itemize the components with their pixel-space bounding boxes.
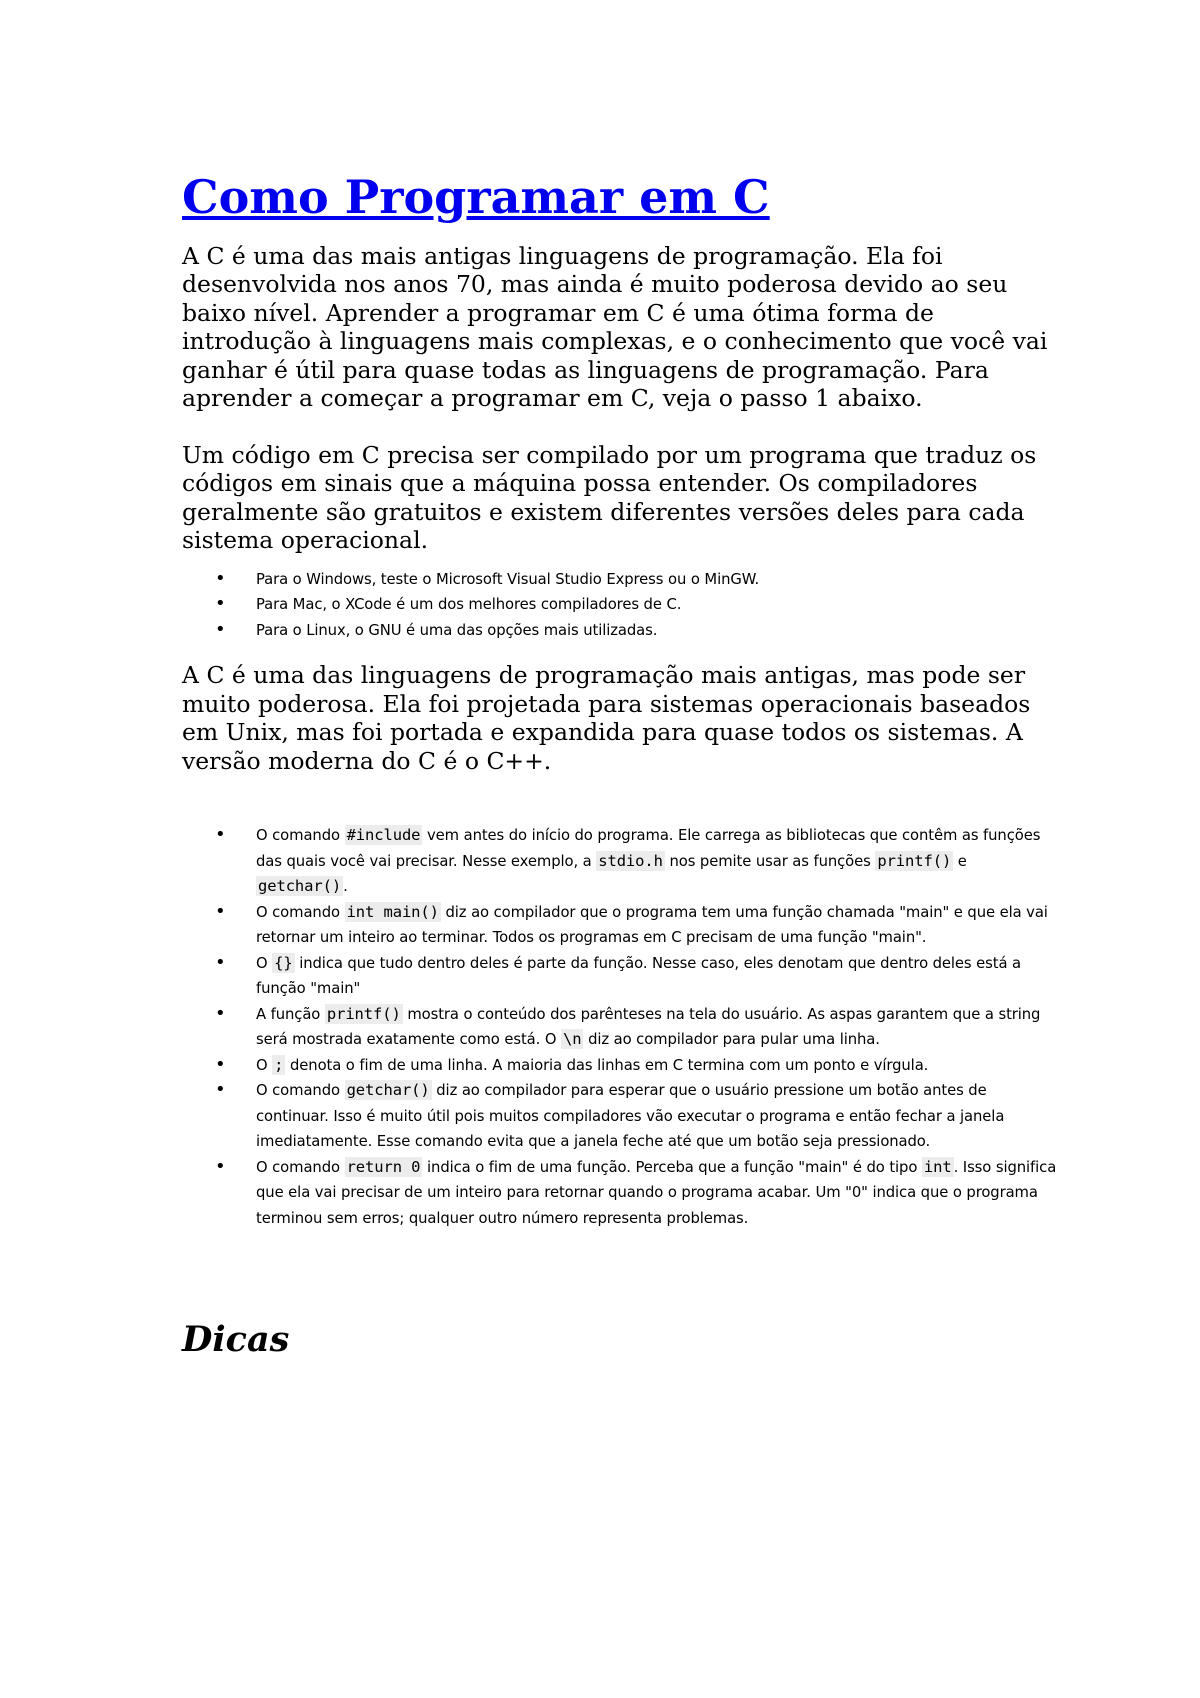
text: nos pemite usar as funções [664,852,876,870]
list-item-include [182,823,1062,900]
text: O comando [256,827,345,845]
code-snippet: {} [274,953,293,972]
document-page [182,168,1062,1360]
text: . Isso significa que ela vai precisar de um inteiro para retornar quando o programa acabar. Um "0" indica que o programa terminou sem erros; qualquer outro número representa problemas. [256,1158,1057,1227]
compiler-paragraph: Um código em C precisa ser compilado por um programa que traduz os códigos em sinais que a máquina possa entender. Os compiladores geralmente são gratuitos e existem diferentes versões deles para cada sistema operacional. [182,440,1037,555]
list-item-braces [182,951,1062,1002]
list-item-return [182,1155,1062,1232]
code-snippet: int main() [346,902,439,921]
text: mostra o conteúdo dos parênteses na tela do usuário. As aspas garantem que a string será mostrada exatamente como está. O [256,1005,1041,1049]
code-snippet: return 0 [346,1157,421,1176]
list-item: • Para o Windows, teste o Microsoft Visual Studio Express ou o MinGW. [182,567,1062,593]
text: . [343,878,348,896]
compiler-list [182,567,1062,644]
text: O comando [256,1158,345,1176]
text: O comando [256,1082,345,1100]
list-item-getchar [182,1078,1062,1155]
code-snippet: int [923,1157,952,1176]
text: indica que tudo dentro deles é parte da função. Nesse caso, eles denotam que dentro deles está a função "main" [256,954,1021,998]
code-snippet: \n [563,1030,582,1049]
text: denota o fim de uma linha. A maioria das linhas em C termina com um ponto e vírgula. [285,1056,929,1074]
list-item-main [182,900,1062,951]
tips-heading: Dicas [182,1319,290,1361]
text: A função [256,1005,325,1023]
list-item-printf [182,1002,1062,1053]
explanation-list [182,823,1062,1231]
text: diz ao compilador que o programa tem uma função chamada "main" e que ela vai retornar um inteiro ao terminar. Todos os programas em C precisam de uma função "main". [256,903,1048,947]
text: diz ao compilador para esperar que o usuário pressione um botão antes de continuar. Isso é muito útil pois muitos compiladores vão executar o programa e então fechar a janela imediatamente. Esse comando evita que a janela feche até que um botão seja pressionado. [256,1082,1005,1151]
code-snippet: getchar() [258,877,342,896]
code-snippet: printf() [877,851,952,870]
text: indica o fim de uma função. Perceba que a função "main" é do tipo [422,1158,922,1176]
code-snippet: printf() [326,1004,401,1023]
text: vem antes do início do programa. Ele carrega as bibliotecas que contêm as funções das quais você vai precisar. Nesse exemplo, a [256,827,1041,870]
list-item: • Para o Linux, o GNU é uma das opções mais utilizadas. [182,618,1062,644]
page-title-link[interactable]: Como Programar em C [182,170,770,224]
text: O [256,954,273,972]
history-paragraph: A C é uma das linguagens de programação mais antigas, mas pode ser muito poderosa. Ela foi projetada para sistemas operacionais baseados em Unix, mas foi portada e expandida para quase todos os sistemas. A versão moderna do C é o C++. [182,661,1031,775]
code-snippet: ; [274,1055,284,1074]
code-snippet: getchar() [346,1081,430,1100]
list-item-semicolon [182,1053,1062,1079]
text: O [256,1056,273,1074]
intro-paragraph: A C é uma das mais antigas linguagens de programação. Ela foi desenvolvida nos anos 70, mas ainda é muito poderosa devido ao seu baixo nível. Aprender a programar em C é uma ótima forma de introdução à linguagens mais complexas, e o conhecimento que você vai ganhar é útil para quase todas as linguagens de programação. Para aprender a começar a programar em C, veja o passo 1 abaixo. [182,241,1048,413]
text: diz ao compilador para pular uma linha. [583,1031,880,1049]
text: e [953,852,967,870]
code-snippet: stdio.h [598,851,663,870]
text: O comando [256,903,345,921]
list-item: • Para Mac, o XCode é um dos melhores compiladores de C. [182,592,1062,618]
code-snippet: #include [346,826,421,845]
